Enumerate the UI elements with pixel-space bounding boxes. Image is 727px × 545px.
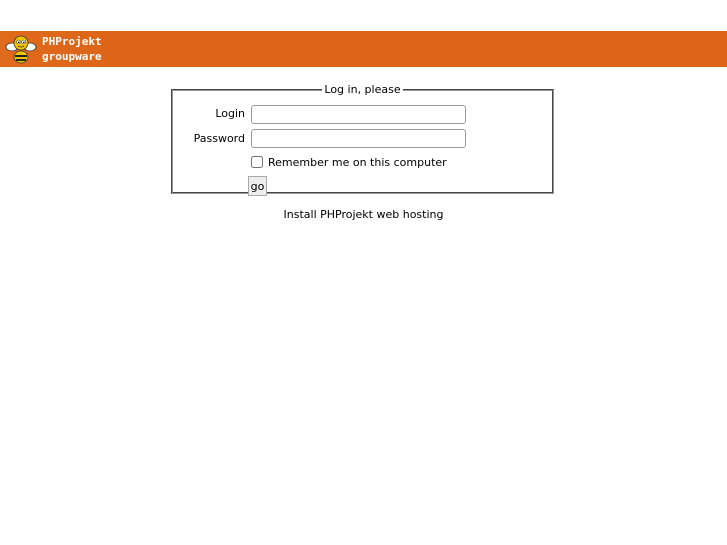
brand-line-2: groupware bbox=[42, 50, 102, 63]
login-fieldset bbox=[171, 83, 554, 194]
remember-me-checkbox[interactable] bbox=[251, 156, 263, 168]
brand-name bbox=[42, 34, 102, 64]
header-bar bbox=[0, 31, 727, 67]
login-input[interactable] bbox=[251, 105, 466, 124]
login-label: Login bbox=[215, 107, 245, 120]
remember-me-label[interactable]: Remember me on this computer bbox=[268, 156, 447, 169]
logo-area bbox=[0, 31, 130, 67]
password-input[interactable] bbox=[251, 129, 466, 148]
brand-line-1: PHProjekt bbox=[42, 35, 102, 48]
password-label: Password bbox=[193, 132, 245, 145]
bee-logo-icon bbox=[5, 33, 37, 65]
install-hosting-link[interactable]: Install PHProjekt web hosting bbox=[283, 208, 444, 221]
go-button[interactable]: go bbox=[248, 176, 267, 196]
login-legend: Log in, please bbox=[324, 83, 401, 96]
